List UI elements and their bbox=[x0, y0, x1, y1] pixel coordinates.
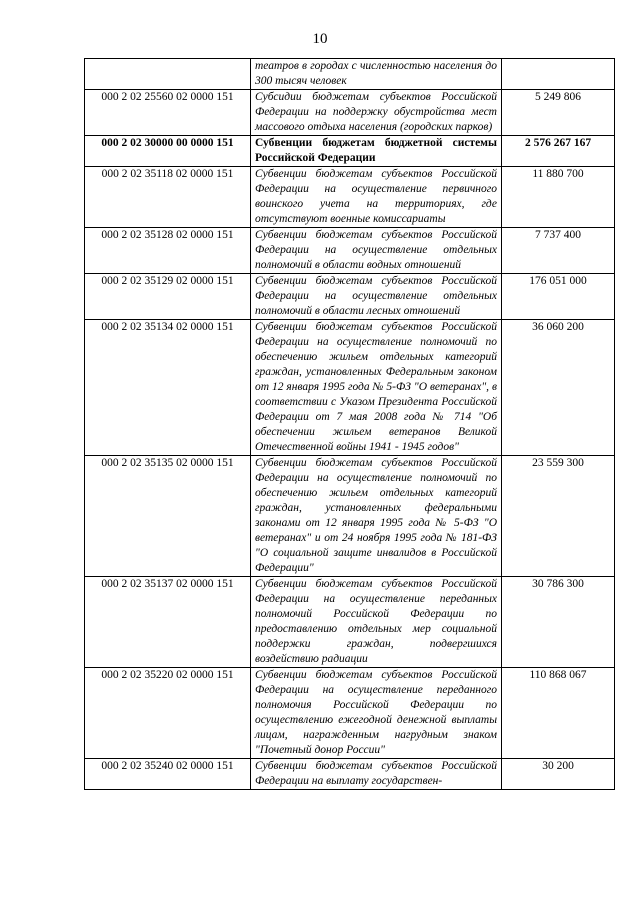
budget-code-cell: 000 2 02 35134 02 0000 151 bbox=[85, 320, 251, 456]
budget-code-cell bbox=[85, 59, 251, 90]
revenue-name-cell: Субвенции бюджетам субъектов Российской Федерации на осуществление отдельных полномочий в области водных отношений bbox=[251, 228, 502, 274]
budget-code-cell: 000 2 02 30000 00 0000 151 bbox=[85, 136, 251, 167]
amount-cell: 7 737 400 bbox=[502, 228, 615, 274]
revenue-name-cell: Субсидии бюджетам субъектов Российской Федерации на поддержку обустройства мест массового отдыха населения (городских парков) bbox=[251, 90, 502, 136]
revenue-name-cell: театров в городах с численностью населения до 300 тысяч человек bbox=[251, 59, 502, 90]
table-row bbox=[85, 320, 615, 456]
revenue-name-cell: Субвенции бюджетам бюджетной системы Российской Федерации bbox=[251, 136, 502, 167]
table-row bbox=[85, 228, 615, 274]
table-row bbox=[85, 456, 615, 577]
budget-code-cell: 000 2 02 35240 02 0000 151 bbox=[85, 759, 251, 790]
table-row bbox=[85, 90, 615, 136]
page-number: 10 bbox=[312, 31, 328, 47]
amount-cell: 2 576 267 167 bbox=[502, 136, 615, 167]
amount-cell: 176 051 000 bbox=[502, 274, 615, 320]
budget-code-cell: 000 2 02 35137 02 0000 151 bbox=[85, 577, 251, 668]
budget-code-cell: 000 2 02 35118 02 0000 151 bbox=[85, 167, 251, 228]
table-row bbox=[85, 167, 615, 228]
budget-code-cell: 000 2 02 35220 02 0000 151 bbox=[85, 668, 251, 759]
budget-code-cell: 000 2 02 25560 02 0000 151 bbox=[85, 90, 251, 136]
amount-cell: 30 200 bbox=[502, 759, 615, 790]
amount-cell: 36 060 200 bbox=[502, 320, 615, 456]
budget-code-cell: 000 2 02 35128 02 0000 151 bbox=[85, 228, 251, 274]
amount-cell bbox=[502, 59, 615, 90]
revenue-name-cell: Субвенции бюджетам субъектов Российской Федерации на осуществление полномочий по обеспечению жильем отдельных категорий граждан, установленных Федеральным законом от 12 января 1995 года № 5-ФЗ "О ветеранах", в соответствии с Указом Президента Российской Федерации от 7 мая 2008 года № 714 "Об обеспечении жильем ветеранов Великой Отечественной войны 1941 - 1945 годов" bbox=[251, 320, 502, 456]
revenue-name-cell: Субвенции бюджетам субъектов Российской Федерации на осуществление переданных полномочий Российской Федерации по предоставлению отдельных мер социальной поддержки граждан, подвергшихся воздействию радиации bbox=[251, 577, 502, 668]
table-row bbox=[85, 577, 615, 668]
table-row bbox=[85, 668, 615, 759]
amount-cell: 110 868 067 bbox=[502, 668, 615, 759]
revenue-name-cell: Субвенции бюджетам субъектов Российской Федерации на осуществление первичного воинского учета на территориях, где отсутствуют военные комиссариаты bbox=[251, 167, 502, 228]
amount-cell: 30 786 300 bbox=[502, 577, 615, 668]
revenue-name-cell: Субвенции бюджетам субъектов Российской Федерации на осуществление переданного полномочия Российской Федерации по осуществлению ежегодной денежной выплаты лицам, награжденным нагрудным знаком "Почетный донор России" bbox=[251, 668, 502, 759]
table-row bbox=[85, 274, 615, 320]
amount-cell: 5 249 806 bbox=[502, 90, 615, 136]
amount-cell: 11 880 700 bbox=[502, 167, 615, 228]
amount-cell: 23 559 300 bbox=[502, 456, 615, 577]
table-row bbox=[85, 759, 615, 790]
budget-code-cell: 000 2 02 35135 02 0000 151 bbox=[85, 456, 251, 577]
budget-revenue-table bbox=[84, 58, 615, 790]
table-row bbox=[85, 136, 615, 167]
revenue-name-cell: Субвенции бюджетам субъектов Российской Федерации на выплату государствен- bbox=[251, 759, 502, 790]
table-body bbox=[85, 59, 615, 790]
revenue-name-cell: Субвенции бюджетам субъектов Российской Федерации на осуществление полномочий по обеспечению жильем отдельных категорий граждан, установленных федеральными законами от 12 января 1995 года № 5-ФЗ "О ветеранах" и от 24 ноября 1995 года № 181-ФЗ "О социальной защите инвалидов в Российской Федерации" bbox=[251, 456, 502, 577]
table-row bbox=[85, 59, 615, 90]
budget-code-cell: 000 2 02 35129 02 0000 151 bbox=[85, 274, 251, 320]
revenue-name-cell: Субвенции бюджетам субъектов Российской Федерации на осуществление отдельных полномочий в области лесных отношений bbox=[251, 274, 502, 320]
